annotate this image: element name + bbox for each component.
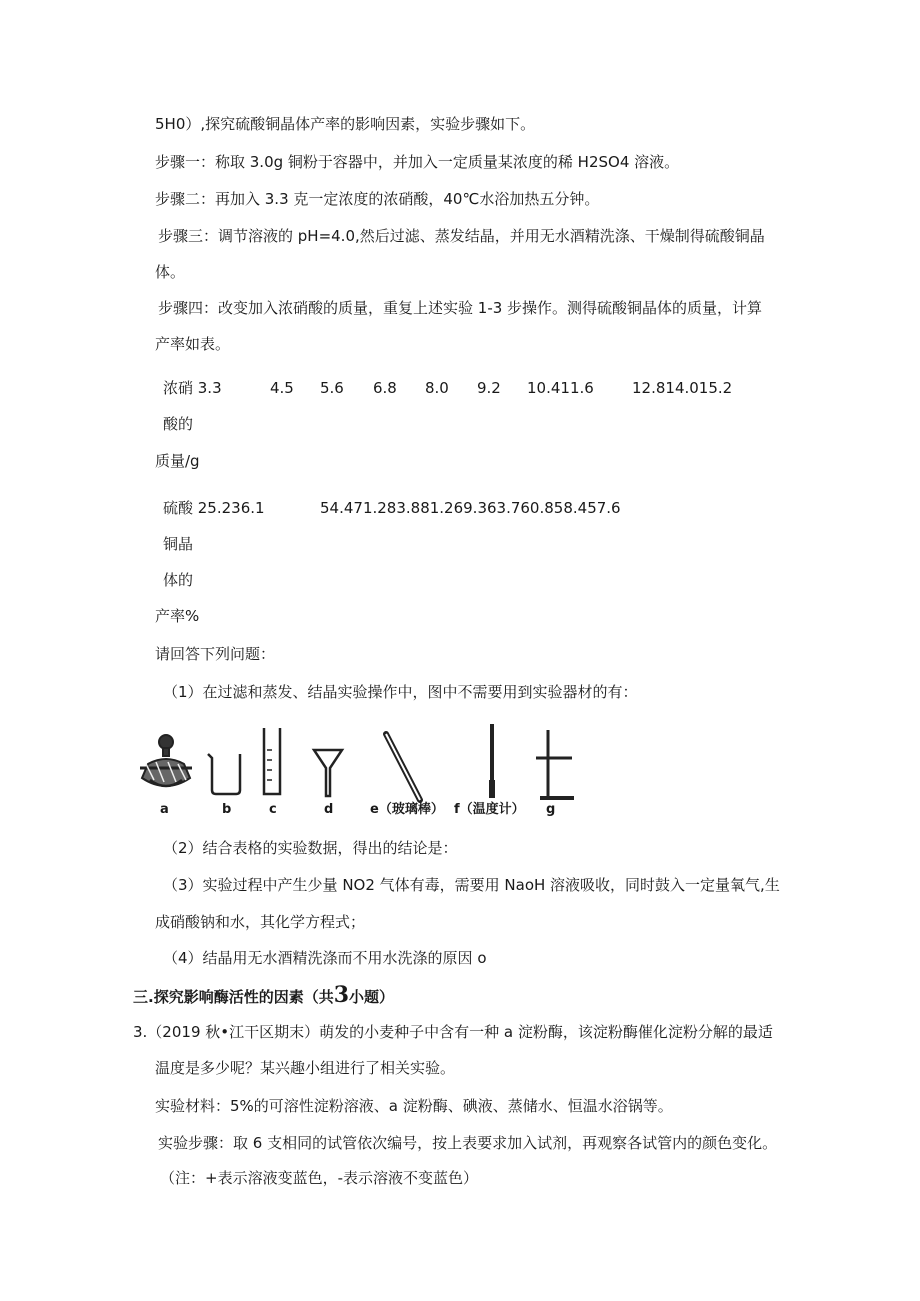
- row1-value: 10.411.6: [527, 379, 594, 397]
- section-3-heading-post: 小题）: [349, 988, 395, 1006]
- question-4: （4）结晶用无水酒精洗涤而不用水洗涤的原因 o: [163, 949, 487, 967]
- label-e: e（玻璃棒）: [370, 802, 444, 817]
- label-g: g: [546, 802, 556, 817]
- intro-line-1: 5H0）,探究硫酸铜晶体产率的影响因素，实验步骤如下。: [155, 115, 536, 133]
- section-3-heading: [133, 982, 395, 1008]
- note: （注：+表示溶液变蓝色，-表示溶液不变蓝色）: [160, 1169, 478, 1187]
- row2-label-4: 产率%: [155, 607, 200, 625]
- step-4-line-a: 步骤四：改变加入浓硝酸的质量，重复上述实验 1-3 步操作。测得硫酸铜晶体的质量，计算: [158, 299, 763, 317]
- row2-values: 54.471.283.881.269.363.760.858.457.6: [320, 499, 621, 517]
- row2-label-2: 铜晶: [163, 535, 194, 553]
- label-d: d: [324, 802, 334, 817]
- row1-value: 8.0: [425, 379, 449, 397]
- question-3-intro-b: 温度是多少呢？某兴趣小组进行了相关实验。: [155, 1059, 456, 1077]
- procedure: 实验步骤：取 6 支相同的试管依次编号，按上表要求加入试剂，再观察各试管内的颜色变化。: [158, 1134, 778, 1152]
- row1-value: 4.5: [270, 379, 294, 397]
- graduated-cylinder-icon: [264, 728, 280, 794]
- materials: 实验材料：5%的可溶性淀粉溶液、a 淀粉酶、碘液、蒸储水、恒温水浴锅等。: [155, 1097, 673, 1115]
- row1-label-3: 质量/g: [155, 452, 200, 470]
- row1-value: 6.8: [373, 379, 397, 397]
- row1-value: 9.2: [477, 379, 501, 397]
- iron-stand-icon: [536, 730, 574, 798]
- row1-value: 5.6: [320, 379, 344, 397]
- step-3-line-b: 体。: [155, 263, 186, 281]
- label-a: a: [160, 802, 169, 817]
- question-3-line-a: （3）实验过程中产生少量 NO2 气体有毒，需要用 NaoH 溶液吸收，同时鼓入一定量氧气,生: [163, 876, 780, 894]
- step-2: 步骤二：再加入 3.3 克一定浓度的浓硝酸，40℃水浴加热五分钟。: [155, 190, 600, 208]
- step-4-line-b: 产率如表。: [155, 335, 231, 353]
- section-3-heading-num: 3: [333, 982, 350, 1008]
- section-3-heading-pre: 三.探究影响酶活性的因素（共: [133, 988, 334, 1006]
- step-3-line-a: 步骤三：调节溶液的 pH=4.0,然后过滤、蒸发结晶，并用无水酒精洗涤、干燥制得硫酸铜晶: [158, 227, 765, 245]
- funnel-icon: [314, 750, 342, 796]
- row1-label-2: 酸的: [163, 415, 194, 433]
- question-3-intro-a: 3.（2019 秋•江干区期末）萌发的小麦种子中含有一种 a 淀粉酶，该淀粉酶催化淀粉分解的最适: [133, 1023, 773, 1041]
- glass-rod-icon: [386, 734, 420, 800]
- label-f: f（温度计）: [454, 802, 525, 817]
- question-1: （1）在过滤和蒸发、结晶实验操作中，图中不需要用到实验器材的有：: [163, 683, 638, 701]
- equipment-figure: [136, 720, 576, 820]
- row2-label-3: 体的: [163, 571, 194, 589]
- row1-value: 12.814.015.2: [632, 379, 733, 397]
- alcohol-lamp-icon: [140, 735, 192, 786]
- beaker-icon: [208, 754, 240, 794]
- label-c: c: [269, 802, 277, 817]
- row1-label-1: 浓硝 3.3: [163, 379, 222, 397]
- questions-prompt: 请回答下列问题：: [155, 645, 276, 663]
- question-2: （2）结合表格的实验数据，得出的结论是：: [163, 839, 458, 857]
- question-3-line-b: 成硝酸钠和水，其化学方程式；: [155, 913, 366, 931]
- label-b: b: [222, 802, 232, 817]
- step-1: 步骤一：称取 3.0g 铜粉于容器中，并加入一定质量某浓度的稀 H2SO4 溶液。: [155, 153, 680, 171]
- row2-label-1: 硫酸 25.236.1: [163, 499, 265, 517]
